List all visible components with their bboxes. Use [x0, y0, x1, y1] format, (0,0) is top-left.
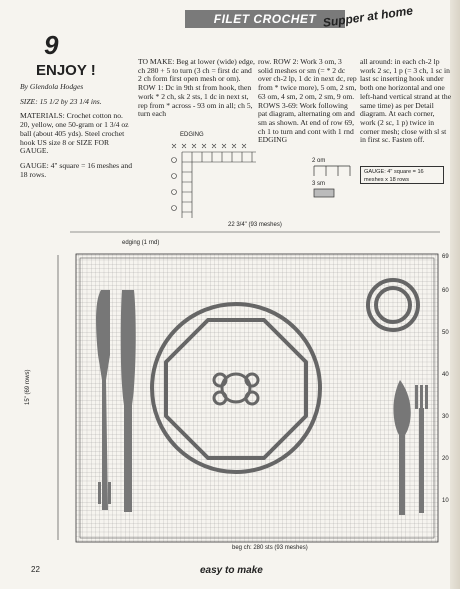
row-label-40: 40 [442, 372, 449, 378]
edging-detail-diagram [168, 140, 258, 220]
row-label-10: 10 [442, 498, 449, 504]
row-label-20: 20 [442, 456, 449, 462]
instructions-part-1: TO MAKE: Beg at lower (wide) edge, ch 280 + 5 to turn (3 ch = first dc and 2 ch form first open mesh or om). ROW 1: Dc in 9th st from hook, then work * 2 ch, sk 2 sts, 1 dc in next st, rep from * across - 93 om in all; ch 5, turn each [138, 57, 255, 119]
size-text: SIZE: 15 1/2 by 23 1/4 ins. [20, 96, 102, 106]
filet-chart [40, 230, 450, 560]
legend-sm-symbol [312, 187, 352, 201]
column-1 [20, 83, 132, 185]
height-dimension-label: 15" (69 rows) [25, 369, 31, 405]
instructions-part-2: row. ROW 2: Work 3 om, 3 solid meshes or sm (= * 2 dc over ch-2 lp, 1 dc in next dc, rep from * twice more), 5 om, 2 sm, 63 om, 4 sm, 2 om, 2 sm, 9 om. ROWS 3-69: Work following pat diagram, alternating om and sm as shown. At end of row 69, ch 1 to turn and cont with 1 rnd EDGING [258, 57, 357, 145]
pattern-title: ENJOY ! [36, 62, 96, 79]
beginning-chain-label: beg ch: 280 sts (93 meshes) [232, 545, 308, 551]
column-3 [258, 58, 358, 151]
legend-om-label: 2 om [312, 158, 326, 164]
materials-text: MATERIALS: Crochet cotton no. 20, yellow, one 50-gram or 1 3/4 oz ball (about 405 yds). Steel crochet hook US size 8 or SIZE FOR GAUGE. [20, 111, 129, 156]
row-label-69: 69 [442, 254, 449, 260]
row-label-30: 30 [442, 414, 449, 420]
page-number: 22 [31, 565, 40, 574]
gauge-box: GAUGE: 4" square = 16 meshes x 18 rows [360, 166, 444, 184]
edging-title: EDGING [180, 132, 204, 138]
footer-brand: easy to make [200, 565, 263, 576]
column-4 [360, 58, 452, 151]
section-header: FILET CROCHET [185, 10, 345, 28]
row-label-60: 60 [442, 288, 449, 294]
section-subtitle: Supper at home [322, 3, 414, 30]
column-2 [138, 58, 256, 125]
byline: By Glendola Hodges [20, 82, 84, 91]
edging-note: edging (1 rnd) [122, 240, 160, 246]
gauge-text: GAUGE: 4" square = 16 meshes and 18 rows. [20, 160, 132, 179]
pattern-number: 9 [44, 30, 59, 60]
legend-om-symbol [312, 164, 352, 178]
instructions-part-3: all around: in each ch-2 lp work 2 sc, 1 p (= 3 ch, 1 sc in last sc inserting hook under both one horizontal and one left-hand vertical strand at the same time) as per Detail diagram. At each corner, work (2 sc, 1 p) twice in corner mesh; close with sl st in first sc. Fasten off. [360, 57, 452, 145]
row-label-50: 50 [442, 330, 449, 336]
width-dimension-label: 22 3/4" (93 meshes) [228, 222, 282, 228]
legend-sm-label: 3 sm [312, 181, 326, 187]
